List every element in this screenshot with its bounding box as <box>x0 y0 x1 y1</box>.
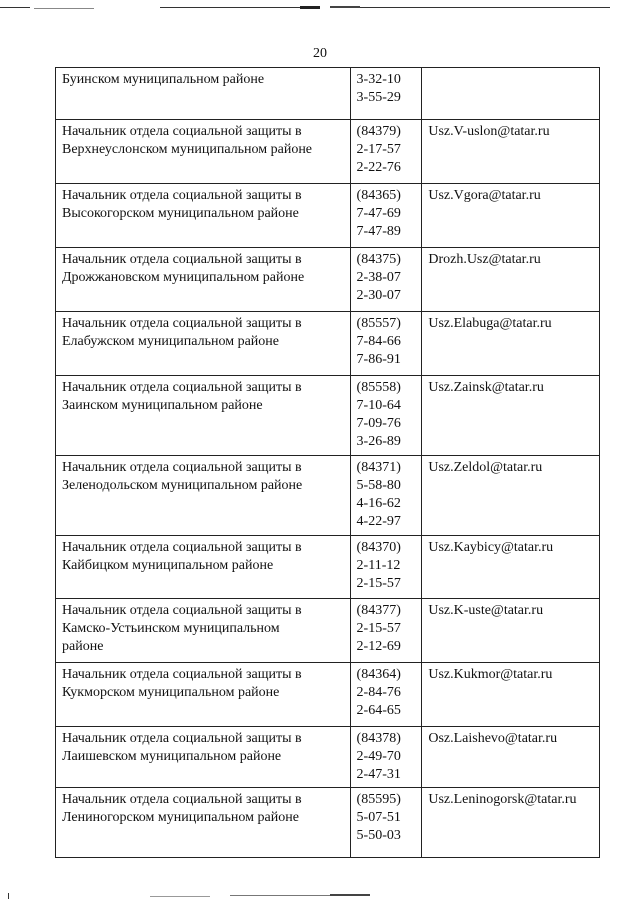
phone-number: 2-22-76 <box>356 160 401 175</box>
phone-number: (84379) <box>356 124 401 139</box>
phone-number: (84370) <box>356 540 401 555</box>
email-cell[interactable] <box>422 376 600 456</box>
phone-number: 3-26-89 <box>356 434 401 449</box>
department-cell <box>56 184 351 248</box>
contacts-table-body <box>56 68 600 858</box>
email-address[interactable]: Usz.Elabuga@tatar.ru <box>428 316 552 331</box>
page-number: 20 <box>313 46 327 61</box>
department-line: районе <box>62 639 104 654</box>
phone-number: 5-50-03 <box>356 828 401 843</box>
department-cell <box>56 788 351 858</box>
department-line: Дрожжановском муниципальном районе <box>62 270 305 285</box>
table-row <box>56 68 600 120</box>
phone-number: (85558) <box>356 380 401 395</box>
email-cell[interactable] <box>422 788 600 858</box>
table-row <box>56 663 600 727</box>
table-row <box>56 456 600 536</box>
phone-number: (85557) <box>356 316 401 331</box>
phone-number: 7-86-91 <box>356 352 401 367</box>
phone-number: 2-64-65 <box>356 703 401 718</box>
phone-cell <box>350 68 422 120</box>
table-row <box>56 788 600 858</box>
table-row <box>56 184 600 248</box>
email-address[interactable]: Usz.V-uslon@tatar.ru <box>428 124 550 139</box>
phone-number: 2-47-31 <box>356 767 401 782</box>
department-line: Буинском муниципальном районе <box>62 72 265 87</box>
department-line: Зеленодольском муниципальном районе <box>62 478 303 493</box>
phone-number: 3-32-10 <box>356 72 401 87</box>
email-address[interactable]: Osz.Laishevo@tatar.ru <box>428 731 558 746</box>
department-line: Начальник отдела социальной защиты в <box>62 252 302 267</box>
department-line: Начальник отдела социальной защиты в <box>62 731 302 746</box>
phone-number: 2-12-69 <box>356 639 401 654</box>
table-row <box>56 376 600 456</box>
email-cell[interactable] <box>422 456 600 536</box>
phone-number: 2-17-57 <box>356 142 401 157</box>
phone-number: 5-07-51 <box>356 810 401 825</box>
department-line: Лениногорском муниципальном районе <box>62 810 299 825</box>
phone-number: 7-84-66 <box>356 334 401 349</box>
phone-cell <box>350 376 422 456</box>
department-line: Елабужском муниципальном районе <box>62 334 279 349</box>
email-address[interactable]: Drozh.Usz@tatar.ru <box>428 252 541 267</box>
phone-number: 2-15-57 <box>356 576 401 591</box>
department-line: Начальник отдела социальной защиты в <box>62 792 302 807</box>
email-address[interactable]: Usz.Zeldol@tatar.ru <box>428 460 543 475</box>
table-row <box>56 120 600 184</box>
phone-cell <box>350 536 422 599</box>
phone-number: 7-47-89 <box>356 224 401 239</box>
department-line: Камско-Устьинском муниципальном <box>62 621 280 636</box>
department-cell <box>56 120 351 184</box>
department-line: Начальник отдела социальной защиты в <box>62 603 302 618</box>
department-line: Высокогорском муниципальном районе <box>62 206 299 221</box>
table-row <box>56 248 600 312</box>
department-cell <box>56 68 351 120</box>
phone-number: 4-16-62 <box>356 496 401 511</box>
email-address[interactable]: Usz.Zainsk@tatar.ru <box>428 380 544 395</box>
department-cell <box>56 376 351 456</box>
department-line: Кайбицком муниципальном районе <box>62 558 274 573</box>
phone-number: 2-38-07 <box>356 270 401 285</box>
email-address[interactable]: Usz.Kaybicy@tatar.ru <box>428 540 554 555</box>
phone-number: 2-15-57 <box>356 621 401 636</box>
table-row <box>56 727 600 788</box>
phone-cell <box>350 788 422 858</box>
phone-cell <box>350 312 422 376</box>
phone-number: (84365) <box>356 188 401 203</box>
email-address[interactable]: Usz.Leninogorsk@tatar.ru <box>428 792 577 807</box>
department-cell <box>56 599 351 663</box>
phone-number: 5-58-80 <box>356 478 401 493</box>
email-cell[interactable] <box>422 663 600 727</box>
phone-number: 7-10-64 <box>356 398 401 413</box>
department-line: Начальник отдела социальной защиты в <box>62 188 302 203</box>
department-cell <box>56 456 351 536</box>
phone-number: (85595) <box>356 792 401 807</box>
department-cell <box>56 727 351 788</box>
contacts-table <box>55 67 600 858</box>
phone-number: 2-84-76 <box>356 685 401 700</box>
department-line: Лаишевском муниципальном районе <box>62 749 282 764</box>
phone-number: 7-47-69 <box>356 206 401 221</box>
department-cell <box>56 248 351 312</box>
phone-cell <box>350 248 422 312</box>
email-cell[interactable] <box>422 536 600 599</box>
department-line: Начальник отдела социальной защиты в <box>62 460 302 475</box>
phone-number: 2-30-07 <box>356 288 401 303</box>
department-line: Начальник отдела социальной защиты в <box>62 540 302 555</box>
phone-number: (84377) <box>356 603 401 618</box>
department-cell <box>56 536 351 599</box>
table-row <box>56 536 600 599</box>
department-cell <box>56 312 351 376</box>
email-cell[interactable] <box>422 248 600 312</box>
phone-cell <box>350 456 422 536</box>
table-row <box>56 312 600 376</box>
phone-cell <box>350 184 422 248</box>
phone-number: 2-49-70 <box>356 749 401 764</box>
phone-number: 3-55-29 <box>356 90 401 105</box>
phone-number: (84364) <box>356 667 401 682</box>
department-line: Заинском муниципальном районе <box>62 398 263 413</box>
phone-cell <box>350 727 422 788</box>
phone-number: (84371) <box>356 460 401 475</box>
scan-artifact-top <box>0 6 640 9</box>
department-cell <box>56 663 351 727</box>
email-cell[interactable] <box>422 184 600 248</box>
email-cell <box>422 68 600 120</box>
department-line: Верхнеуслонском муниципальном районе <box>62 142 313 157</box>
phone-number: 2-11-12 <box>356 558 401 573</box>
email-cell[interactable] <box>422 120 600 184</box>
phone-cell <box>350 599 422 663</box>
department-line: Начальник отдела социальной защиты в <box>62 380 302 395</box>
phone-number: (84375) <box>356 252 401 267</box>
email-address[interactable]: Usz.K-uste@tatar.ru <box>428 603 544 618</box>
phone-number: 7-09-76 <box>356 416 401 431</box>
email-cell[interactable] <box>422 727 600 788</box>
phone-cell <box>350 120 422 184</box>
phone-cell <box>350 663 422 727</box>
phone-number: 4-22-97 <box>356 514 401 529</box>
email-address[interactable]: Usz.Kukmor@tatar.ru <box>428 667 553 682</box>
phone-number: (84378) <box>356 731 401 746</box>
email-cell[interactable] <box>422 312 600 376</box>
email-address[interactable]: Usz.Vgora@tatar.ru <box>428 188 541 203</box>
department-line: Начальник отдела социальной защиты в <box>62 316 302 331</box>
table-row <box>56 599 600 663</box>
scan-artifact-bottom <box>0 893 640 899</box>
department-line: Кукморском муниципальном районе <box>62 685 280 700</box>
department-line: Начальник отдела социальной защиты в <box>62 667 302 682</box>
department-line: Начальник отдела социальной защиты в <box>62 124 302 139</box>
email-cell[interactable] <box>422 599 600 663</box>
